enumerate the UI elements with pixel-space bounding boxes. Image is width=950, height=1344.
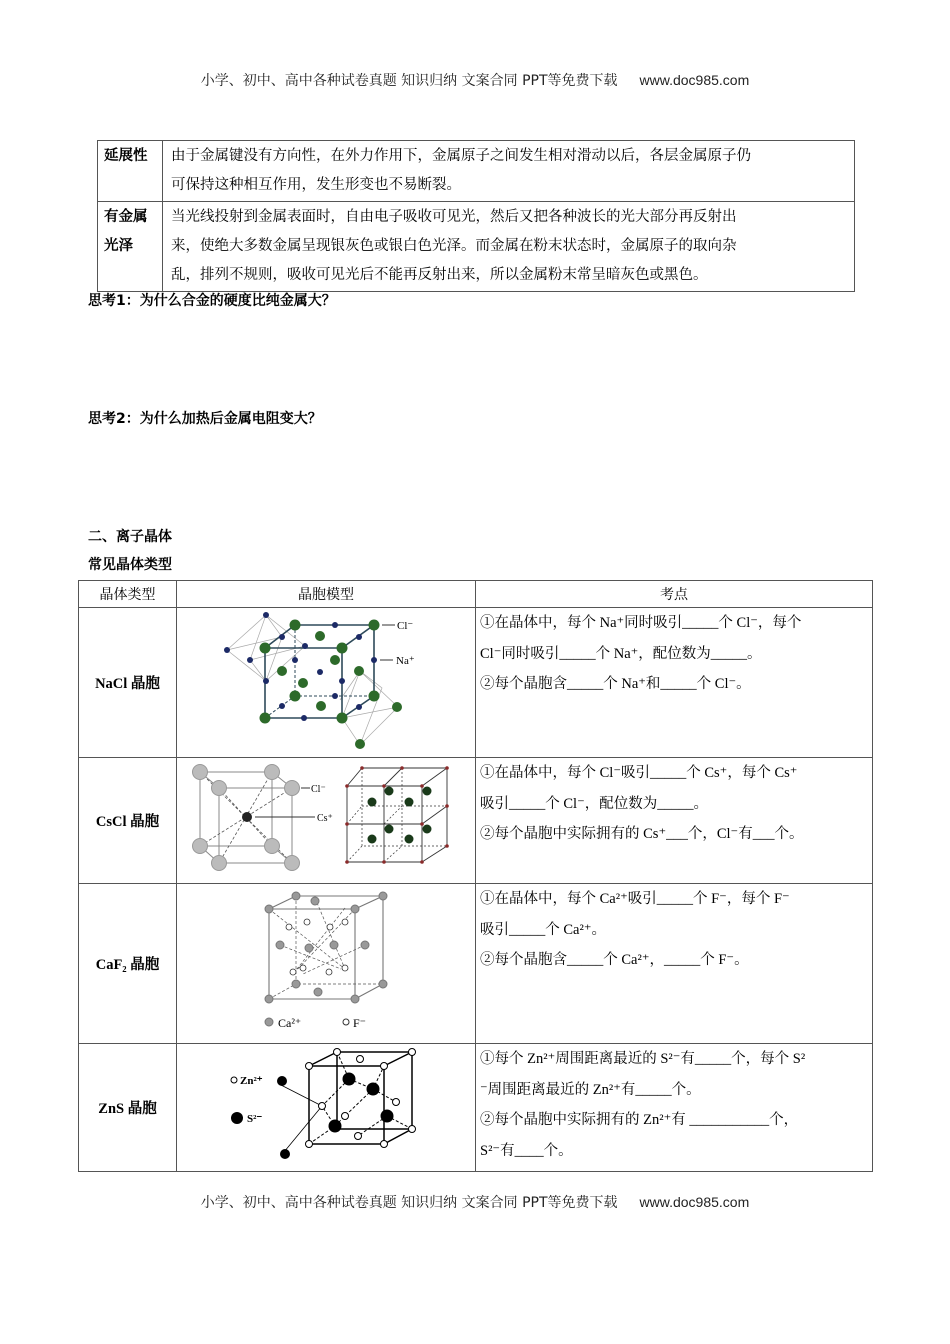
property-label xyxy=(98,202,163,292)
table-row xyxy=(98,141,855,202)
metal-property-table xyxy=(97,140,855,292)
nacl-cell-model xyxy=(177,608,476,758)
ca-legend-label: Ca²⁺ xyxy=(278,1016,302,1030)
text-line: S²⁻有____个。 xyxy=(480,1142,573,1159)
think-question-1: 思考1：为什么合金的硬度比纯金属大？ xyxy=(88,293,336,309)
column-header: 晶胞模型 xyxy=(177,581,476,608)
text-line: 当光线投射到金属表面时，自由电子吸收可见光，然后又把各种波长的光大部分再反射出 xyxy=(171,209,737,225)
text-line: ②每个晶胞中实际拥有的 Zn²⁺有 ___________个， xyxy=(480,1112,799,1128)
text-line: 有金属 xyxy=(104,209,148,225)
table-header-row xyxy=(79,581,873,608)
text-line: 吸引_____个 Ca²⁺。 xyxy=(480,921,606,938)
text-line: 来，使绝大多数金属呈现银灰色或银白色光泽。而金属在粉末状态时，金属原子的取向杂 xyxy=(171,238,737,254)
s-legend-icon xyxy=(231,1112,243,1124)
property-description xyxy=(163,202,855,292)
text-line: ②每个晶胞含_____个 Ca²⁺，_____个 F⁻。 xyxy=(480,952,749,968)
text-line: 光泽 xyxy=(104,238,133,254)
s-legend-label: S²⁻ xyxy=(247,1113,263,1125)
crystal-type: CaF₂ 晶胞 xyxy=(79,884,177,1044)
zns-diagram xyxy=(177,1044,475,1172)
text-line: 乱，排列不规则，吸收可见光后不能再反射出来，所以金属粉末常呈暗灰色或黑色。 xyxy=(171,267,708,283)
na-label: Na⁺ xyxy=(396,655,415,667)
zn-legend-icon xyxy=(231,1077,237,1083)
zns-cell-model xyxy=(177,1044,476,1172)
exam-points xyxy=(476,758,873,884)
octahedron-lines xyxy=(227,615,398,745)
caf2-cell-model xyxy=(177,884,476,1044)
text-line: ⁻周围距离最近的 Zn²⁺有_____个。 xyxy=(480,1081,701,1098)
section-title: 二、离子晶体 xyxy=(88,529,172,545)
f-legend-icon xyxy=(343,1019,349,1025)
text-line: ①在晶体中，每个 Cl⁻吸引_____个 Cs⁺，每个 Cs⁺ xyxy=(480,765,798,781)
text-line: 可保持这种相互作用，发生形变也不易断裂。 xyxy=(171,177,461,193)
ca-legend-icon xyxy=(265,1018,273,1026)
f-legend-label: F⁻ xyxy=(353,1016,367,1030)
page-footer xyxy=(0,1192,950,1212)
text-line: ②每个晶胞中实际拥有的 Cs⁺___个，Cl⁻有___个。 xyxy=(480,826,804,842)
crystal-type: CsCl 晶胞 xyxy=(79,758,177,884)
header-url[interactable]: www.doc985.com xyxy=(639,72,750,88)
cl-ion-points xyxy=(345,766,449,864)
table-row xyxy=(79,758,873,884)
hidden-edges xyxy=(347,768,447,862)
cscl-cell-model xyxy=(177,758,476,884)
cl-label: Cl⁻ xyxy=(397,620,414,632)
footer-text: 小学、初中、高中各种试卷真题 知识归纳 文案合同 PPT等免费下载 xyxy=(200,1195,618,1211)
footer-url[interactable]: www.doc985.com xyxy=(639,1194,750,1210)
crystal-type-table xyxy=(78,580,873,1172)
think-question-2: 思考2：为什么加热后金属电阻变大？ xyxy=(88,411,322,427)
text-line: 由于金属键没有方向性，在外力作用下，金属原子之间发生相对滑动以后，各层金属原子仍 xyxy=(171,148,751,164)
text-line: ①每个 Zn²⁺周围距离最近的 S²⁻有_____个，每个 S² xyxy=(480,1051,806,1067)
property-description xyxy=(163,141,855,202)
exam-points xyxy=(476,608,873,758)
exam-points xyxy=(476,1044,873,1172)
text-line: 吸引_____个 Cl⁻，配位数为_____。 xyxy=(480,795,708,812)
page-header xyxy=(0,70,950,90)
zn-ion-spheres xyxy=(306,1049,416,1148)
text-line: ①在晶体中，每个 Na⁺同时吸引_____个 Cl⁻，每个 xyxy=(480,615,802,631)
table-row xyxy=(79,1044,873,1172)
cs-label: Cs⁺ xyxy=(317,813,333,824)
cs-ion-sphere xyxy=(242,812,252,822)
table-row xyxy=(98,202,855,292)
header-text: 小学、初中、高中各种试卷真题 知识归纳 文案合同 PPT等免费下载 xyxy=(200,73,618,89)
exam-points xyxy=(476,884,873,1044)
nacl-diagram xyxy=(177,608,475,758)
cl-label: Cl⁻ xyxy=(311,784,326,795)
column-header: 考点 xyxy=(476,581,873,608)
column-header: 晶体类型 xyxy=(79,581,177,608)
text-line: Cl⁻同时吸引_____个 Na⁺，配位数为_____。 xyxy=(480,645,762,662)
table-row xyxy=(79,608,873,758)
text-line: ②每个晶胞含_____个 Na⁺和_____个 Cl⁻。 xyxy=(480,676,751,692)
caf2-diagram xyxy=(177,884,475,1044)
pointer-line xyxy=(279,1084,322,1152)
na-ion-spheres xyxy=(224,612,377,721)
text-line: ①在晶体中，每个 Ca²⁺吸引_____个 F⁻，每个 F⁻ xyxy=(480,891,790,907)
supercell-edges xyxy=(347,768,447,862)
zn-legend-label: Zn²⁺ xyxy=(240,1075,263,1087)
cube-edges xyxy=(309,1052,412,1144)
subsection-title: 常见晶体类型 xyxy=(88,557,172,573)
crystal-type: NaCl 晶胞 xyxy=(79,608,177,758)
crystal-type: ZnS 晶胞 xyxy=(79,1044,177,1172)
s-ion-spheres xyxy=(277,1073,394,1160)
property-label: 延展性 xyxy=(98,141,163,202)
cscl-diagram xyxy=(177,758,475,884)
table-row xyxy=(79,884,873,1044)
